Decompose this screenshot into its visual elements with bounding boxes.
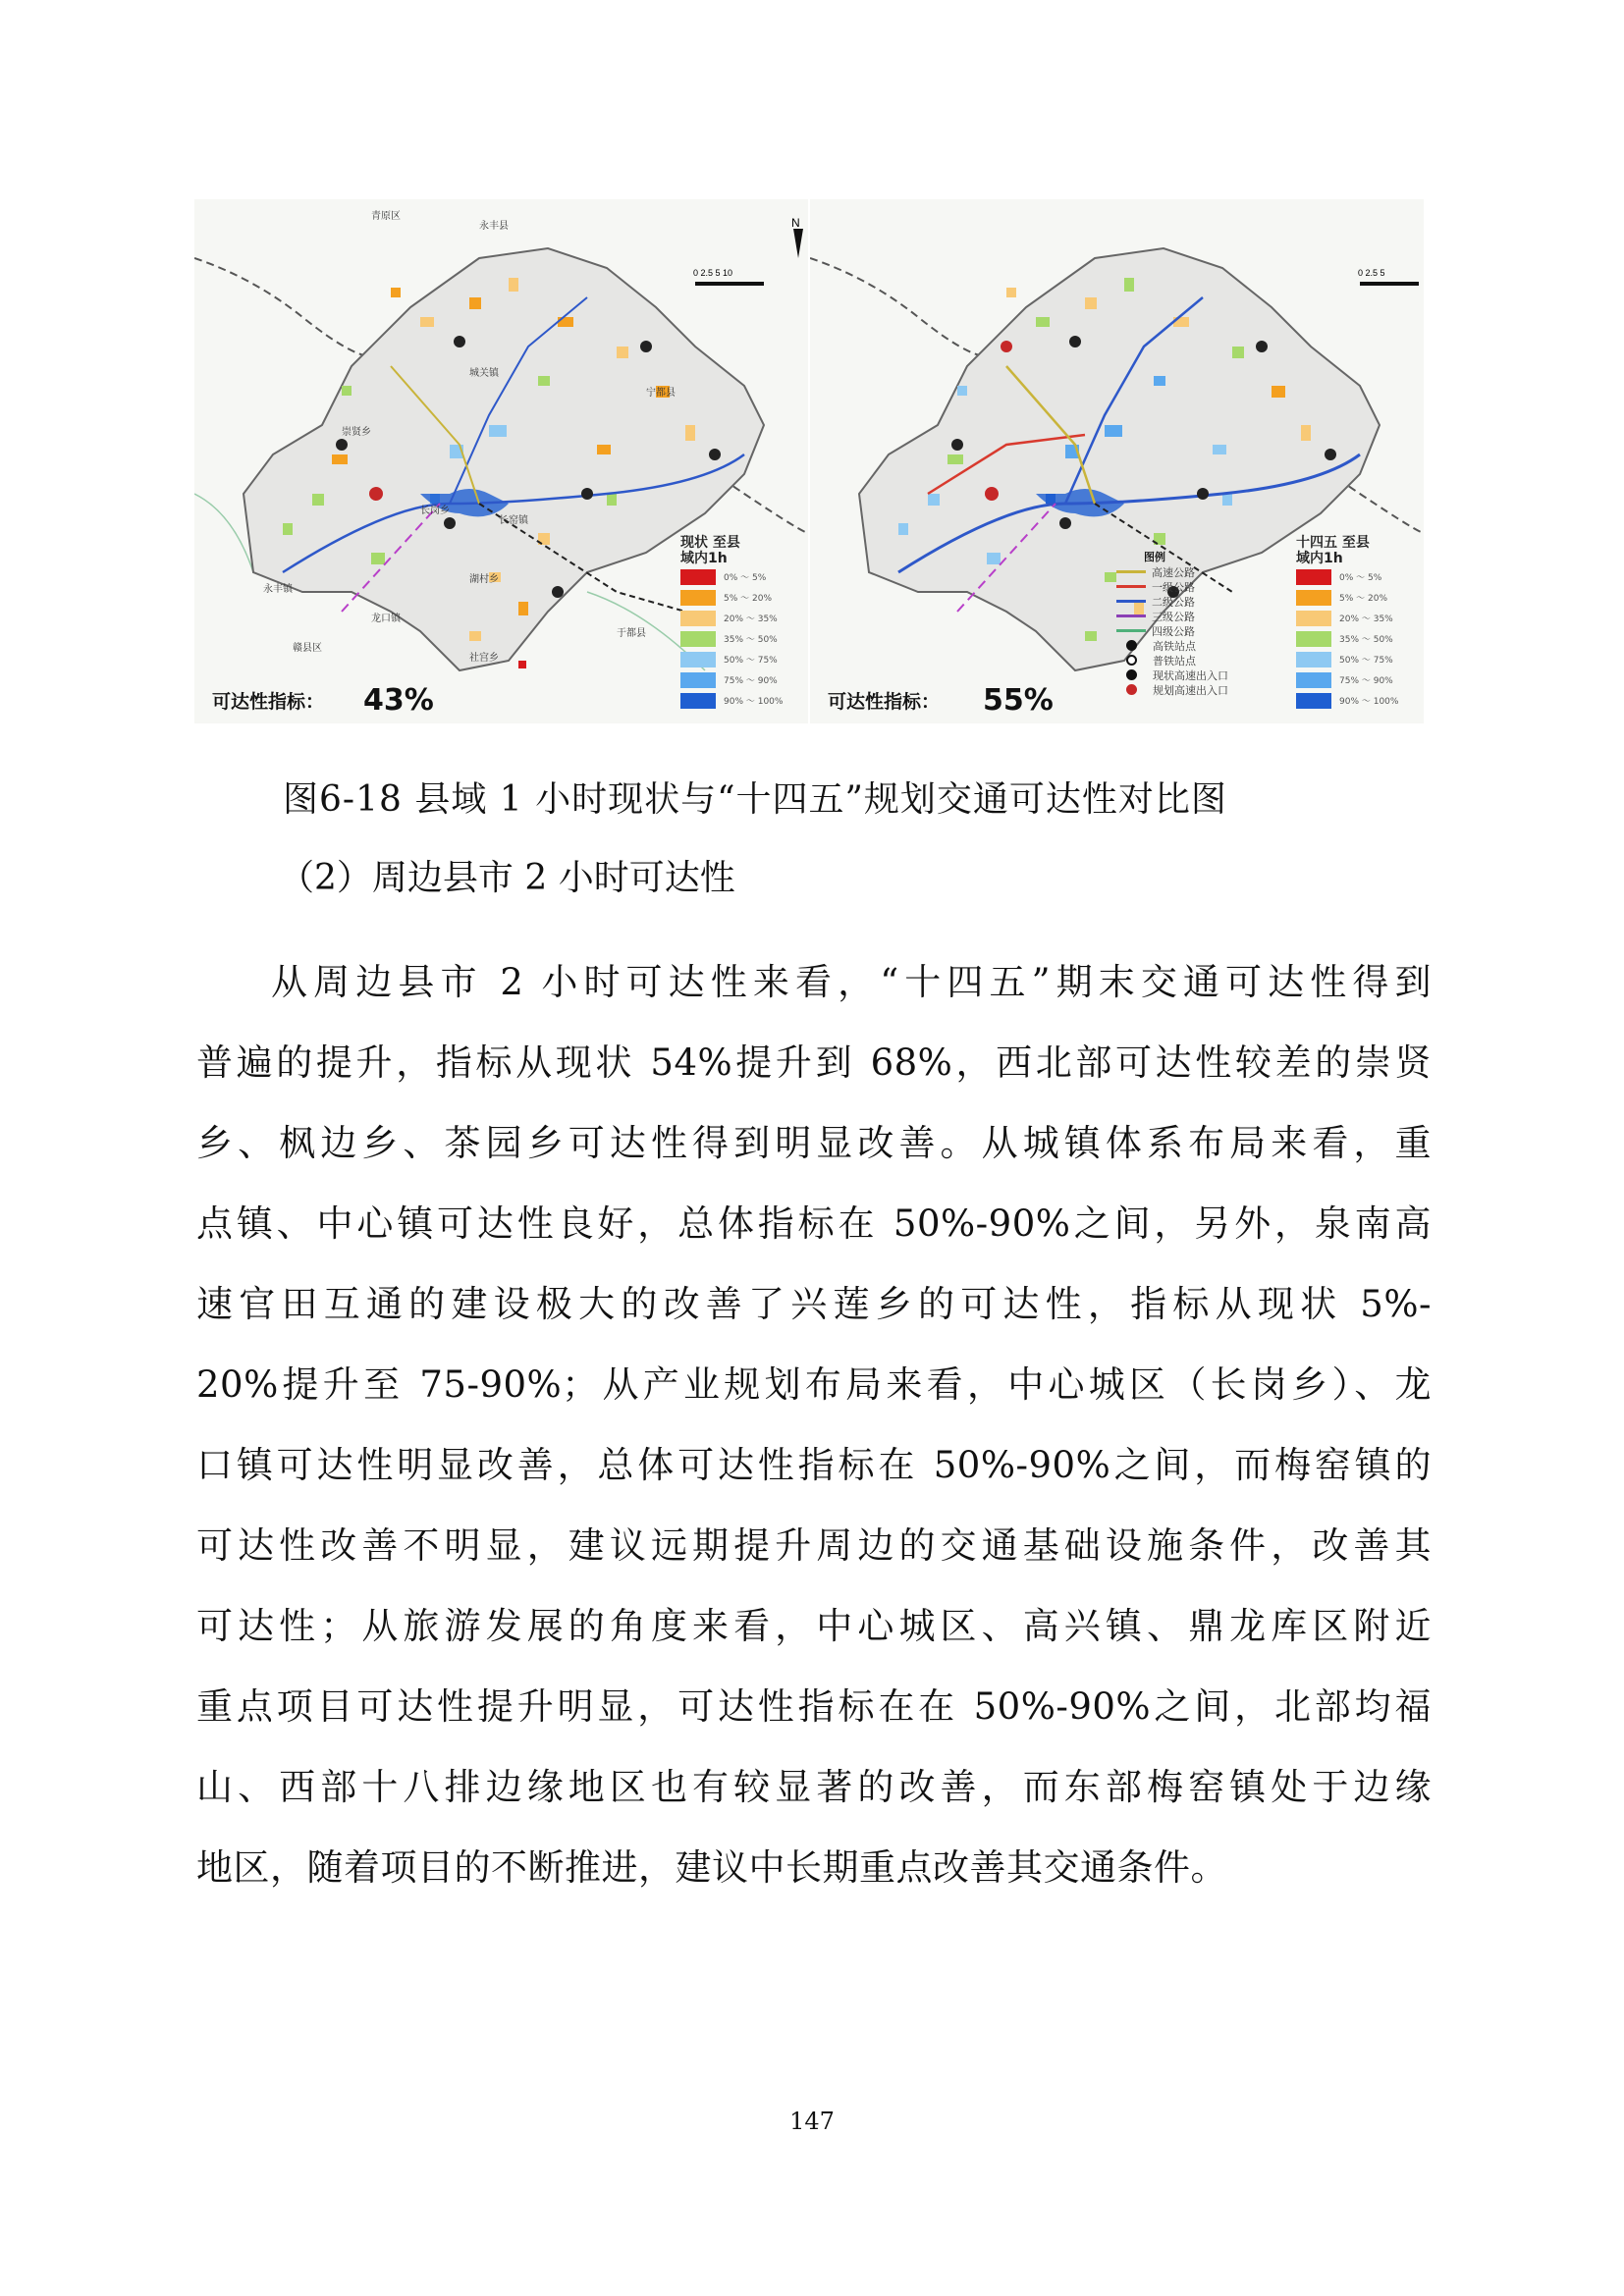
- interchange-icon: [1126, 669, 1137, 680]
- accessibility-index-label: 可达性指标：: [828, 691, 941, 713]
- road-legend-item: 一级公路: [1116, 579, 1234, 594]
- accessibility-index-label: 可达性指标：: [212, 691, 325, 713]
- svg-text:崇贤乡: 崇贤乡: [342, 427, 371, 438]
- body-paragraph: [196, 942, 1432, 1908]
- paragraph-line: 口镇可达性明显改善，总体可达性指标在 50%-90%之间，而梅窑镇的: [196, 1444, 1432, 1486]
- paragraph-line: 山、西部十八排边缘地区也有较显著的改善，而东部梅窑镇处于边缘: [196, 1766, 1432, 1808]
- accessibility-index-value: 43%: [363, 683, 434, 718]
- current-accessibility-map: [194, 199, 808, 723]
- road-legend-item: 规划高速出入口: [1116, 682, 1234, 697]
- svg-text:青原区: 青原区: [371, 211, 401, 222]
- legend-item: 50% ～ 75%: [1296, 649, 1414, 669]
- north-label: N: [791, 216, 800, 230]
- legend-item: 20% ～ 35%: [680, 608, 798, 628]
- svg-text:于都县: 于都县: [617, 628, 646, 639]
- scale-label: 0 2.5 5: [1358, 268, 1385, 278]
- svg-text:赣县区: 赣县区: [293, 643, 322, 654]
- road-legend-item: 普铁站点: [1116, 653, 1234, 667]
- accessibility-legend: [1296, 535, 1414, 711]
- svg-text:长岗乡: 长岗乡: [420, 506, 450, 516]
- accessibility-index-value: 55%: [983, 683, 1054, 718]
- page-number: 147: [789, 2108, 835, 2135]
- road-legend-item: 高铁站点: [1116, 638, 1234, 653]
- scale-bar: [1360, 282, 1419, 286]
- road-legend-item: 二级公路: [1116, 594, 1234, 609]
- legend-item: 35% ～ 50%: [1296, 628, 1414, 649]
- legend-item: 90% ～ 100%: [1296, 690, 1414, 711]
- rail-station-icon: [1126, 640, 1137, 651]
- paragraph-line: 可达性；从旅游发展的角度来看，中心城区、高兴镇、鼎龙库区附近: [196, 1605, 1432, 1647]
- scale-bar: [695, 282, 764, 286]
- legend-title: 十四五 至县 域内1h: [1296, 535, 1370, 566]
- paragraph-line: 重点项目可达性提升明显，可达性指标在在 50%-90%之间，北部均福: [196, 1685, 1432, 1728]
- section-subheading: （2）周边县市 2 小时可达性: [279, 858, 735, 898]
- planned-accessibility-map: [810, 199, 1424, 723]
- legend-item: 35% ～ 50%: [680, 628, 798, 649]
- svg-text:城关镇: 城关镇: [469, 368, 499, 379]
- station-icon: [369, 487, 383, 501]
- paragraph-line: 速官田互通的建设极大的改善了兴莲乡的可达性，指标从现状 5%-: [196, 1283, 1432, 1325]
- accessibility-legend: [680, 535, 798, 711]
- road-legend: [1116, 551, 1234, 697]
- accessibility-comparison-figure: [194, 199, 1424, 723]
- paragraph-line: 可达性改善不明显，建议远期提升周边的交通基础设施条件，改善其: [196, 1524, 1432, 1567]
- legend-item: 50% ～ 75%: [680, 649, 798, 669]
- planned-interchange-icon: [1126, 684, 1137, 695]
- paragraph-line: 从周边县市 2 小时可达性来看，“十四五”期末交通可达性得到: [271, 961, 1432, 1003]
- paragraph-line: 20%提升至 75-90%；从产业规划布局来看，中心城区（长岗乡）、龙: [196, 1363, 1432, 1406]
- road-legend-item: 高速公路: [1116, 564, 1234, 579]
- legend-item: 90% ～ 100%: [680, 690, 798, 711]
- legend-item: 20% ～ 35%: [1296, 608, 1414, 628]
- svg-text:永丰镇: 永丰镇: [263, 584, 293, 595]
- road-legend-item: 现状高速出入口: [1116, 667, 1234, 682]
- legend-item: 75% ～ 90%: [1296, 669, 1414, 690]
- svg-text:龙口镇: 龙口镇: [371, 614, 401, 624]
- legend-item: 0% ～ 5%: [1296, 566, 1414, 587]
- road-legend-title: 图例: [1144, 551, 1165, 563]
- train-station-icon: [1126, 655, 1137, 666]
- legend-item: 5% ～ 20%: [680, 587, 798, 608]
- road-legend-item: 四级公路: [1116, 623, 1234, 638]
- figure-caption: 图6-18 县域 1 小时现状与“十四五”规划交通可达性对比图: [283, 779, 1227, 820]
- paragraph-line: 普遍的提升，指标从现状 54%提升到 68%，西北部可达性较差的崇贤: [196, 1041, 1432, 1084]
- svg-text:社宫乡: 社宫乡: [469, 653, 499, 664]
- svg-text:湖村乡: 湖村乡: [469, 574, 499, 585]
- svg-text:永丰县: 永丰县: [479, 221, 509, 232]
- scale-label: 0 2.5 5 10: [693, 268, 733, 278]
- legend-title: 现状 至县 域内1h: [680, 535, 740, 566]
- paragraph-line: 点镇、中心镇可达性良好，总体指标在 50%-90%之间，另外，泉南高: [196, 1202, 1432, 1245]
- road-legend-item: 三级公路: [1116, 609, 1234, 623]
- legend-item: 75% ～ 90%: [680, 669, 798, 690]
- paragraph-line: 乡、枫边乡、茶园乡可达性得到明显改善。从城镇体系布局来看，重: [196, 1122, 1432, 1164]
- legend-item: 0% ～ 5%: [680, 566, 798, 587]
- legend-item: 5% ～ 20%: [1296, 587, 1414, 608]
- svg-text:长窑镇: 长窑镇: [499, 515, 528, 526]
- svg-text:宁都县: 宁都县: [646, 388, 676, 399]
- paragraph-line: 地区，随着项目的不断推进，建议中长期重点改善其交通条件。: [196, 1846, 1227, 1889]
